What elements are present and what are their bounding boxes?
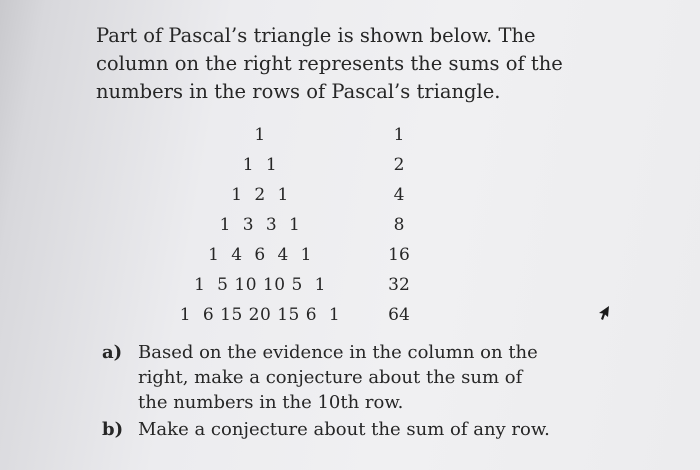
question-text: [138, 340, 538, 415]
intro-paragraph: [96, 22, 563, 106]
question-line: Make a conjecture about the sum of any row.: [138, 419, 550, 440]
intro-line: numbers in the rows of Pascal’s triangle.: [96, 80, 501, 103]
question-line: the numbers in the 10th row.: [138, 392, 404, 413]
row-sum: 64: [388, 305, 410, 325]
row-sum: 16: [388, 245, 410, 265]
question-label: a): [102, 342, 123, 363]
triangle-row: 1 1: [242, 155, 278, 175]
mouse-cursor-icon: [596, 304, 612, 322]
question-line: Based on the evidence in the column on the: [138, 342, 538, 363]
triangle-row: 1 4 6 4 1: [208, 245, 312, 265]
triangle-row: 1 6 15 20 15 6 1: [179, 305, 341, 325]
row-sum: 4: [393, 185, 405, 205]
row-sum: 32: [388, 275, 410, 295]
intro-line: Part of Pascal’s triangle is shown below. The: [96, 24, 536, 47]
question-label: b): [102, 419, 124, 440]
triangle-row: 1: [254, 125, 266, 145]
triangle-row: 1 2 1: [231, 185, 289, 205]
row-sum: 1: [393, 125, 405, 145]
triangle-row: 1 5 10 10 5 1: [194, 275, 326, 295]
triangle-row: 1 3 3 1: [219, 215, 301, 235]
question-line: right, make a conjecture about the sum of: [138, 367, 523, 388]
question-text: [138, 417, 550, 442]
row-sum: 8: [393, 215, 405, 235]
row-sum: 2: [393, 155, 405, 175]
intro-line: column on the right represents the sums of the: [96, 52, 563, 75]
